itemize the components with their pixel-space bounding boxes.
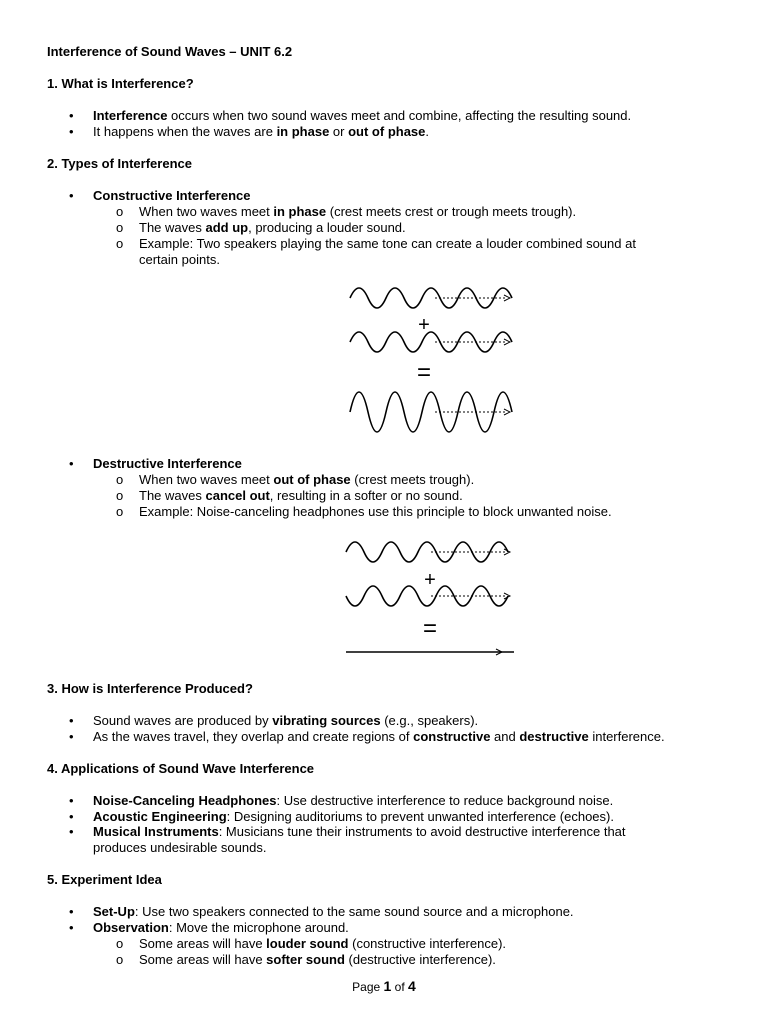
list-item: When two waves meet out of phase (crest meets trough). (139, 472, 475, 487)
list-item: Acoustic Engineering: Designing auditoriums to prevent unwanted interference (echoes). (93, 809, 614, 824)
list-item: Some areas will have softer sound (destructive interference). (139, 952, 496, 967)
plus-sign: + (418, 314, 430, 336)
bullet: • (69, 713, 74, 728)
list-item: As the waves travel, they overlap and create regions of constructive and destructive interference. (93, 729, 665, 744)
list-item: Sound waves are produced by vibrating sources (e.g., speakers). (93, 713, 479, 728)
sub-bullet: o (116, 236, 124, 251)
list-item: Example: Noise-canceling headphones use this principle to block unwanted noise. (139, 504, 612, 519)
bullet: • (69, 729, 74, 744)
bullet: • (69, 124, 74, 139)
section-5-heading: 5. Experiment Idea (47, 872, 162, 887)
destructive-title: Destructive Interference (93, 456, 242, 471)
bullet: • (69, 809, 74, 824)
page-of-label: of (394, 980, 405, 994)
bullet: • (69, 188, 74, 203)
current-page-number: 1 (383, 978, 392, 994)
plus-sign: + (424, 569, 436, 591)
sub-bullet: o (116, 472, 124, 487)
bullet: • (69, 108, 74, 123)
list-item: Set-Up: Use two speakers connected to the same sound source and a microphone. (93, 904, 574, 919)
page-label: Page (352, 980, 381, 994)
section-4-heading: 4. Applications of Sound Wave Interference (47, 761, 315, 776)
page-footer (0, 978, 768, 994)
section-1-heading: 1. What is Interference? (47, 76, 194, 91)
list-item-continued: certain points. (139, 252, 220, 267)
list-item: When two waves meet in phase (crest meets crest or trough meets trough). (139, 204, 577, 219)
document-title: Interference of Sound Waves – UNIT 6.2 (47, 44, 293, 59)
section-3-heading: 3. How is Interference Produced? (47, 681, 253, 696)
constructive-title: Constructive Interference (93, 188, 251, 203)
list-item: Example: Two speakers playing the same tone can create a louder combined sound at (139, 236, 636, 251)
sub-bullet: o (116, 204, 124, 219)
sub-bullet: o (116, 488, 124, 503)
equals-sign: = (416, 359, 432, 386)
list-item: Interference occurs when two sound waves meet and combine, affecting the resulting sound. (93, 108, 632, 123)
sub-bullet: o (116, 504, 124, 519)
list-item: The waves cancel out, resulting in a softer or no sound. (139, 488, 463, 503)
list-item: Observation: Move the microphone around. (93, 920, 349, 935)
bullet: • (69, 793, 74, 808)
sub-bullet: o (116, 952, 124, 967)
list-item: It happens when the waves are in phase or out of phase. (93, 124, 430, 139)
constructive-interference-diagram (340, 278, 520, 438)
equals-sign: = (422, 615, 438, 642)
list-item-continued: produces undesirable sounds. (93, 840, 267, 855)
list-item: Noise-Canceling Headphones: Use destructive interference to reduce background noise. (93, 793, 614, 808)
destructive-interference-diagram (336, 532, 522, 660)
bullet: • (69, 456, 74, 471)
section-2-heading: 2. Types of Interference (47, 156, 192, 171)
sub-bullet: o (116, 220, 124, 235)
bullet: • (69, 920, 74, 935)
list-item: Some areas will have louder sound (constructive interference). (139, 936, 507, 951)
bullet: • (69, 904, 74, 919)
list-item: The waves add up, producing a louder sound. (139, 220, 406, 235)
sub-bullet: o (116, 936, 124, 951)
bullet: • (69, 824, 74, 839)
list-item: Musical Instruments: Musicians tune their instruments to avoid destructive interference that (93, 824, 626, 839)
total-page-count: 4 (408, 978, 416, 994)
